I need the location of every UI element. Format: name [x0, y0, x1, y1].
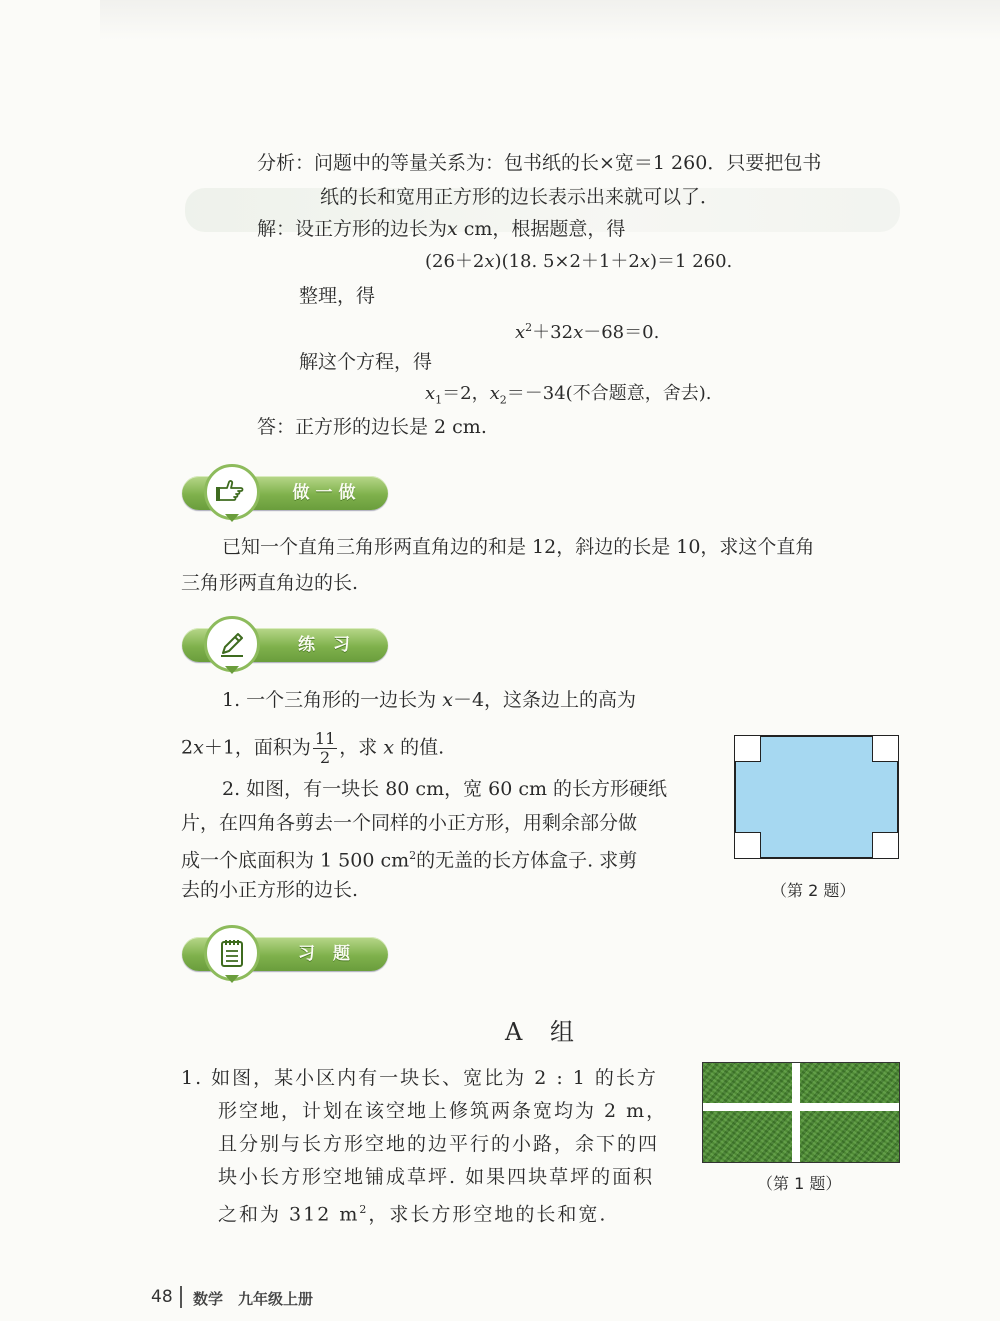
var-x: x — [193, 736, 204, 759]
subscript-1: 1 — [435, 393, 443, 407]
var-x: x — [489, 383, 500, 404]
subscript-2: 2 — [499, 393, 507, 407]
fraction-denominator: 2 — [319, 748, 331, 767]
lawn-plot — [800, 1111, 900, 1163]
badge-arrow — [225, 666, 239, 674]
root-2-value: ＝－34(不合题意，舍去). — [506, 383, 712, 404]
eq1-part-c: )＝1 260. — [650, 251, 733, 272]
eq2-part-b: －68＝0. — [583, 322, 660, 343]
group-a-title: A 组 — [505, 1018, 584, 1046]
exercise-badge — [182, 929, 388, 975]
practice-label: 练 习 — [298, 635, 356, 655]
group-a-q1-line-2: 形空地，计划在该空地上修筑两条宽均为 2 m， — [218, 1100, 668, 1122]
notepad-icon — [204, 925, 260, 981]
group-a-q1-line-4: 块小长方形空地铺成草坪. 如果四块草坪的面积 — [218, 1166, 655, 1188]
solution-intro — [257, 215, 625, 243]
book-title: 数学 九年级上册 — [193, 1290, 314, 1308]
equation-2 — [515, 315, 659, 346]
footer-divider — [180, 1286, 182, 1308]
lawn-plot — [703, 1111, 792, 1163]
var-x: x — [639, 251, 650, 272]
var-x: x — [425, 383, 436, 404]
group-a-q1-line-3: 且分别与长方形空地的边平行的小路，余下的四 — [218, 1133, 660, 1155]
badge-arrow — [225, 514, 239, 522]
var-x: x — [484, 251, 495, 272]
top-shade — [100, 0, 1000, 40]
do-it-line-2: 三角形两直角边的长. — [181, 572, 359, 594]
corner-square — [734, 832, 761, 859]
ga-text-b: ，求长方形空地的长和宽. — [368, 1203, 608, 1226]
eq2-part-a: ＋32 — [532, 322, 574, 343]
fraction — [313, 730, 337, 767]
q1-text-d: ＋1，面积为 — [203, 736, 311, 759]
solution-intro-text: 解：设正方形的边长为 — [257, 218, 448, 240]
practice-q1-line-1 — [222, 686, 636, 714]
var-x: x — [515, 322, 526, 343]
do-it-label: 做一做 — [292, 483, 362, 503]
horizontal-path — [703, 1103, 900, 1111]
analysis-line-1: 分析：问题中的等量关系为：包书纸的长×宽＝1 260．只要把包书 — [257, 152, 822, 174]
q1-text-f: 的值. — [394, 736, 445, 759]
solve-label: 解这个方程，得 — [299, 351, 433, 373]
group-a-q1-line-1: 1. 如图，某小区内有一块长、宽比为 2 : 1 的长方 — [181, 1067, 658, 1089]
solution-intro-text-2: cm，根据题意，得 — [457, 218, 626, 240]
figure-1-caption: （第 1 题） — [757, 1174, 842, 1193]
eq1-part-a: (26＋2 — [425, 251, 485, 272]
pencil-icon — [204, 616, 260, 672]
equation-1 — [425, 249, 732, 275]
fraction-numerator: 11 — [314, 729, 336, 748]
q2-text-b: 的无盖的长方体盒子. 求剪 — [416, 849, 638, 872]
practice-q2-line-1: 2. 如图，有一块长 80 cm，宽 60 cm 的长方形硬纸 — [222, 778, 668, 800]
var-x: x — [383, 736, 395, 759]
exercise-label: 习 题 — [298, 944, 356, 964]
q1-text-e: ，求 — [339, 736, 384, 759]
var-x: x — [573, 322, 584, 343]
practice-q1-line-2 — [181, 730, 444, 767]
do-it-badge — [182, 468, 388, 514]
q2-text-a: 成一个底面积为 1 500 cm — [181, 849, 410, 872]
exponent: 2 — [525, 321, 533, 334]
q1-text-b: －4，这条边上的高为 — [452, 689, 637, 711]
ga-text-a: 之和为 312 m — [218, 1203, 360, 1226]
hand-icon — [204, 464, 260, 520]
figure-2-caption: （第 2 题） — [771, 881, 856, 900]
q1-text-c: 2 — [181, 736, 194, 759]
practice-q2-line-4: 去的小正方形的边长. — [181, 879, 359, 901]
group-a-q1-line-5 — [218, 1196, 607, 1228]
badge-arrow — [225, 975, 239, 983]
corner-square — [872, 735, 899, 762]
q1-text-a: 1. 一个三角形的一边长为 — [222, 689, 443, 711]
practice-q2-line-2: 片，在四角各剪去一个同样的小正方形，用剩余部分做 — [181, 812, 638, 834]
do-it-line-1: 已知一个直角三角形两直角边的和是 12，斜边的长是 10，求这个直角 — [222, 536, 815, 558]
root-1-value: ＝2， — [442, 383, 490, 404]
answer: 答：正方形的边长是 2 cm. — [257, 416, 487, 438]
practice-q2-line-3 — [181, 842, 637, 874]
corner-square — [872, 832, 899, 859]
analysis-line-2: 纸的长和宽用正方形的边长表示出来就可以了． — [320, 186, 720, 208]
lawn-plot — [703, 1063, 792, 1103]
roots — [425, 381, 711, 414]
var-x: x — [447, 218, 458, 240]
arrange-label: 整理，得 — [299, 285, 376, 307]
exponent: 2 — [359, 1203, 369, 1216]
exponent: 2 — [409, 849, 417, 862]
cardboard-figure — [734, 735, 899, 859]
page-number: 48 — [151, 1287, 173, 1307]
practice-badge — [182, 620, 388, 666]
eq1-part-b: )(18. 5×2＋1＋2 — [494, 251, 640, 272]
lawn-figure — [702, 1062, 900, 1163]
var-x: x — [442, 689, 453, 711]
lawn-plot — [800, 1063, 900, 1103]
corner-square — [734, 735, 761, 762]
vertical-path — [792, 1063, 800, 1163]
